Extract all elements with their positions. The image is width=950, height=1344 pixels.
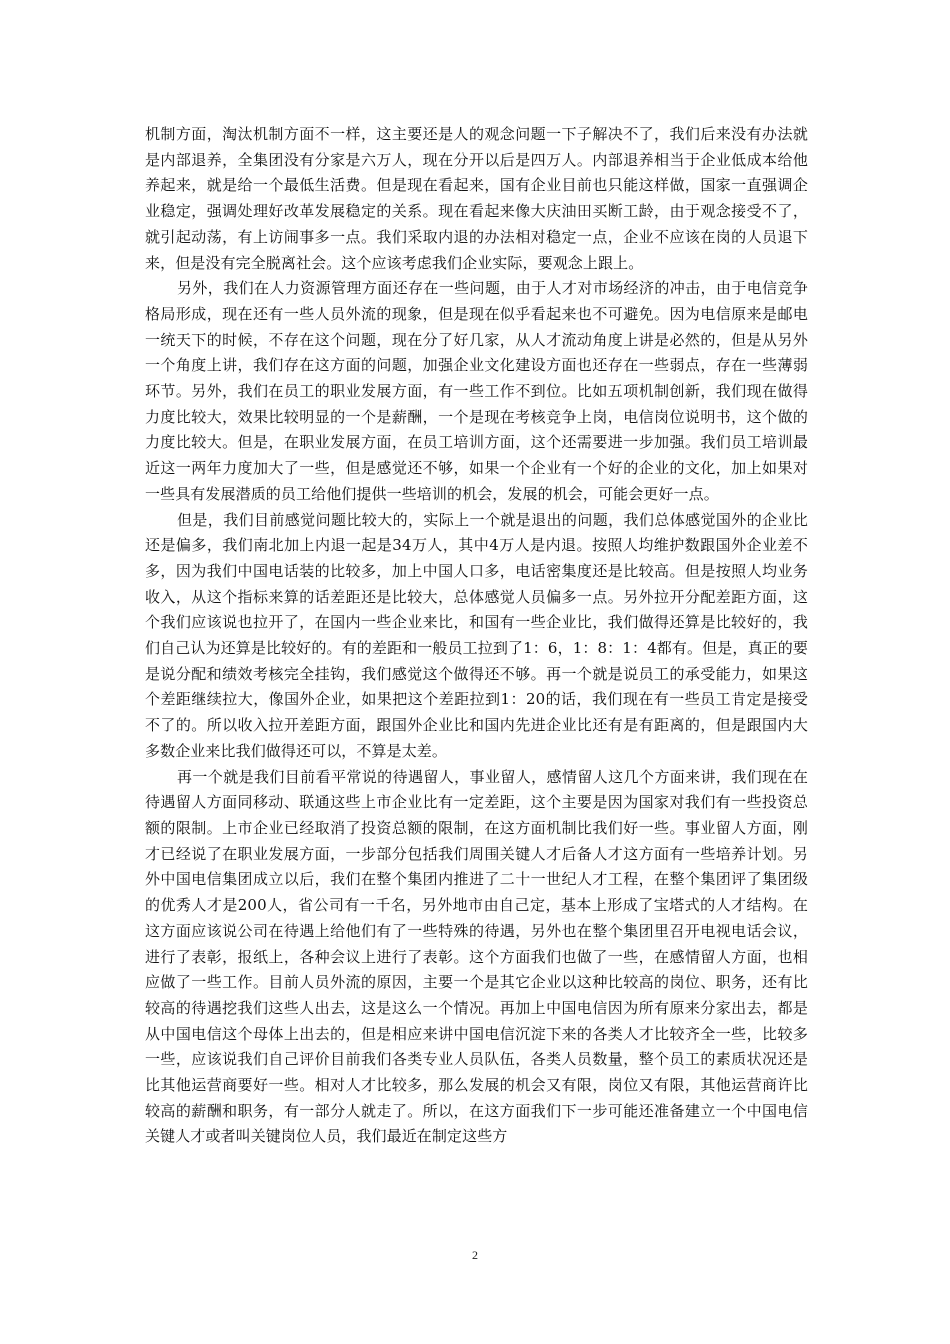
paragraph-4: 再一个就是我们目前看平常说的待遇留人，事业留人，感情留人这几个方面来讲，我们现在在待遇留人方面同移动、联通这些上市企业比有一定差距，这个主要是因为国家对我们有一些投资总额的限制。上市企业已经取消了投资总额的限制，在这方面机制比我们好一些。事业留人方面，刚才已经说了在职业发展方面，一步部分包括我们周围关键人才后备人才这方面有一些培养计划。另外中国电信集团成立以后，我们在整个集团内推进了二十一世纪人才工程，在整个集团评了集团级的优秀人才是200人，省公司有一千名，另外地市由自己定，基本上形成了宝塔式的人才结构。在这方面应该说公司在待遇上给他们有了一些特殊的待遇，另外也在整个集团里召开电视电话会议，进行了表彰，报纸上，各种会议上进行了表彰。这个方面我们也做了一些，在感情留人方面，也相应做了一些工作。目前人员外流的原因，主要一个是其它企业以这种比较高的岗位、职务，还有比较高的待遇挖我们这些人出去，这是这么一个情况。再加上中国电信因为所有原来分家出去，都是从中国电信这个母体上出去的，但是相应来讲中国电信沉淀下来的各类人才比较齐全一些，比较多一些，应该说我们自己评价目前我们各类专业人员队伍，各类人员数量，整个员工的素质状况还是比其他运营商要好一些。相对人才比较多，那么发展的机会又有限，岗位又有限，其他运营商许比较高的薪酬和职务，有一部分人就走了。所以，在这方面我们下一步可能还准备建立一个中国电信关键人才或者叫关键岗位人员，我们最近在制定这些方 bbox=[145, 767, 808, 1146]
paragraph-2: 另外，我们在人力资源管理方面还存在一些问题，由于人才对市场经济的冲击，由于电信竞争格局形成，现在还有一些人员外流的现象，但是现在似乎看起来也不可避免。因为电信原来是邮电一统天下的时候，不存在这个问题，现在分了好几家，从人才流动角度上讲是必然的，但是从另外一个角度上讲，我们存在这方面的问题，加强企业文化建设方面也还存在一些弱点，存在一些薄弱环节。另外，我们在员工的职业发展方面，有一些工作不到位。比如五项机制创新，我们现在做得力度比较大，效果比较明显的一个是薪酬，一个是现在考核竞争上岗，电信岗位说明书，这个做的力度比较大。但是，在职业发展方面，在员工培训方面，这个还需要进一步加强。我们员工培训最近这一两年力度加大了一些，但是感觉还不够，如果一个企业有一个好的企业的文化，加上如果对一些具有发展潜质的员工给他们提供一些培训的机会，发展的机会，可能会更好一点。 bbox=[145, 279, 808, 503]
paragraph-1: 机制方面，淘汰机制方面不一样，这主要还是人的观念问题一下子解决不了，我们后来没有办法就是内部退养，全集团没有分家是六万人，现在分开以后是四万人。内部退养相当于企业低成本给他养起来，就是给一个最低生活费。但是现在看起来，国有企业目前也只能这样做，国家一直强调企业稳定，强调处理好改革发展稳定的关系。现在看起来像大庆油田买断工龄，由于观念接受不了，就引起动荡，有上访闹事多一点。我们采取内退的办法相对稳定一点，企业不应该在岗的人员退下来，但是没有完全脱离社会。这个应该考虑我们企业实际，要观念上跟上。 bbox=[145, 125, 808, 272]
page-number: 2 bbox=[472, 1248, 478, 1262]
document-body bbox=[145, 122, 808, 1150]
paragraph-3: 但是，我们目前感觉问题比较大的，实际上一个就是退出的问题，我们总体感觉国外的企业比还是偏多，我们南北加上内退一起是34万人，其中4万人是内退。按照人均维护数跟国外企业差不多，因为我们中国电话装的比较多，加上中国人口多，电话密集度还是比较高。但是按照人均业务收入，从这个指标来算的话差距还是比较大，总体感觉人员偏多一点。另外拉开分配差距方面，这个我们应该说也拉开了，在国内一些企业来比，和国有一些企业比，我们做得还算是比较好的，我们自己认为还算是比较好的。有的差距和一般员工拉到了1：6，1：8：1：4都有。但是，真正的要是说分配和绩效考核完全挂钩，我们感觉这个做得还不够。再一个就是说员工的承受能力，如果这个差距继续拉大，像国外企业，如果把这个差距拉到1：20的话，我们现在有一些员工肯定是接受不了的。所以收入拉开差距方面，跟国外企业比和国内先进企业比还有是有距离的，但是跟国内大多数企业来比我们做得还可以，不算是太差。 bbox=[145, 510, 808, 760]
